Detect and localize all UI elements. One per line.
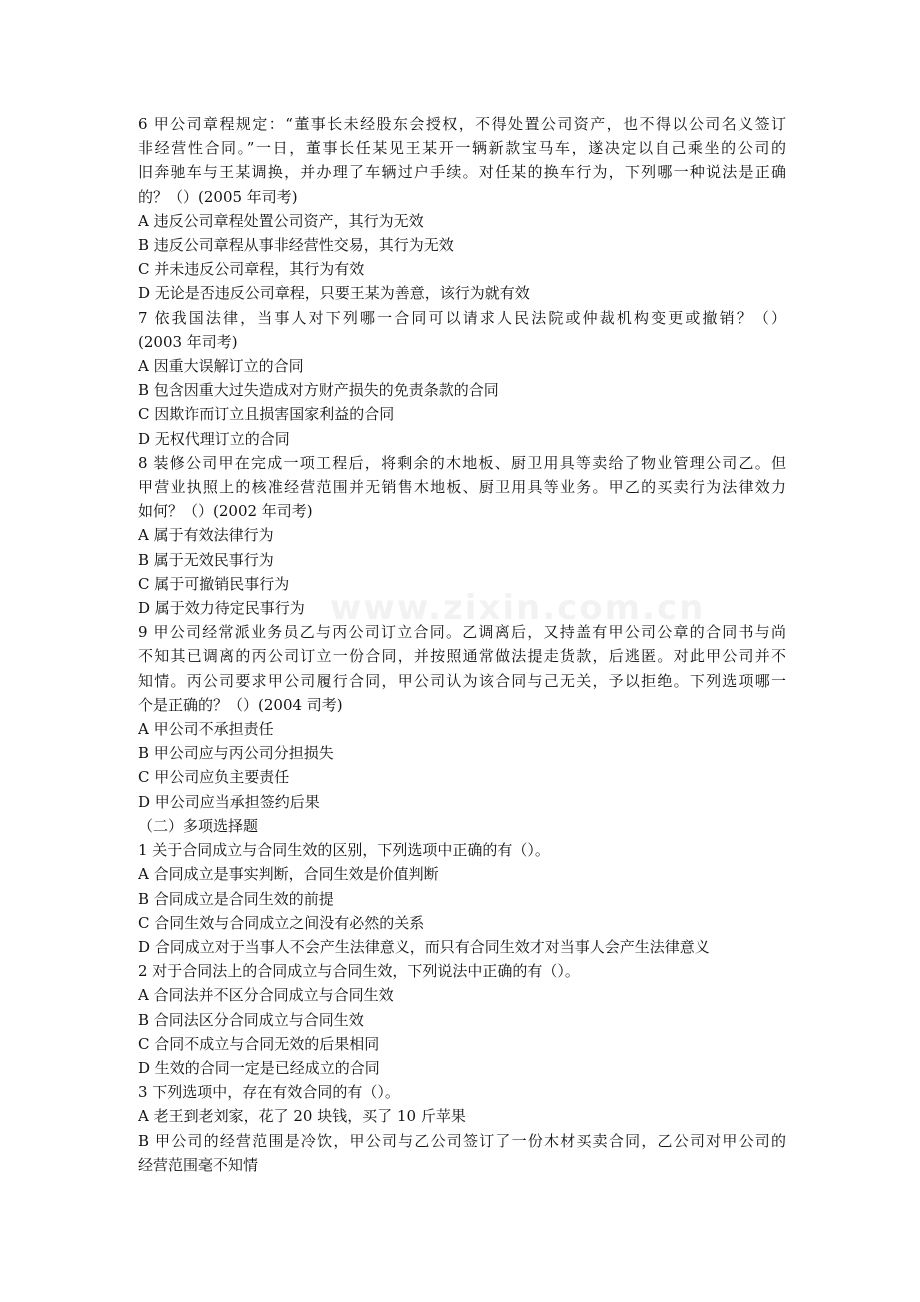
text-line: （二）多项选择题	[138, 816, 259, 835]
text-line: A 合同成立是事实判断，合同生效是价值判断	[138, 865, 439, 884]
text-line: D 合同成立对于当事人不会产生法律意义，而只有合同生效才对当事人会产生法律意义	[138, 937, 710, 956]
text-line: B 合同法区分合同成立与合同生效	[138, 1010, 364, 1029]
text-line: D 甲公司应当承担签约后果	[138, 792, 320, 811]
text-line: B 合同成立是合同生效的前提	[138, 889, 334, 908]
text-line: B 违反公司章程从事非经营性交易，其行为无效	[138, 236, 454, 255]
text-line: C 并未违反公司章程，其行为有效	[138, 260, 365, 279]
text-line: A 甲公司不承担责任	[138, 720, 274, 739]
text-line: 知情。丙公司要求甲公司履行合同，甲公司认为该合同与己无关，予以拒绝。下列选项哪一	[138, 671, 786, 690]
text-line: D 无权代理订立的合同	[138, 429, 290, 448]
text-line: B 甲公司的经营范围是冷饮，甲公司与乙公司签订了一份木材买卖合同，乙公司对甲公司的	[138, 1131, 786, 1150]
text-line: D 无论是否违反公司章程，只要王某为善意，该行为就有效	[138, 284, 530, 303]
text-line: A 因重大误解订立的合同	[138, 357, 304, 376]
text-line: 1 关于合同成立与合同生效的区别，下列选项中正确的有（）。	[138, 841, 550, 860]
document-page	[138, 112, 786, 1177]
text-line: C 甲公司应负主要责任	[138, 768, 290, 787]
text-line: B 属于无效民事行为	[138, 550, 274, 569]
text-line: 的？（）(2005 年司考)	[138, 187, 298, 206]
text-line: A 老王到老刘家，花了 20 块钱，买了 10 斤苹果	[138, 1107, 466, 1126]
text-line: A 属于有效法律行为	[138, 526, 274, 545]
text-line: 不知其已调离的丙公司订立一份合同，并按照通常做法提走货款，后逃匿。对此甲公司并不	[138, 647, 786, 666]
text-line: B 包含因重大过失造成对方财产损失的免责条款的合同	[138, 381, 499, 400]
text-line: D 生效的合同一定是已经成立的合同	[138, 1058, 380, 1077]
text-line: 非经营性合同。”一日，董事长任某见王某开一辆新款宝马车，遂决定以自己乘坐的公司的	[138, 139, 786, 158]
text-line: 旧奔驰车与王某调换，并办理了车辆过户手续。对任某的换车行为，下列哪一种说法是正确	[138, 163, 786, 182]
text-line: 经营范围毫不知情	[138, 1155, 259, 1174]
text-line: 甲营业执照上的核准经营范围并无销售木地板、厨卫用具等业务。甲乙的买卖行为法律效力	[138, 478, 786, 497]
watermark: www.zixin.com.cn	[330, 588, 706, 628]
text-line: C 属于可撤销民事行为	[138, 574, 290, 593]
text-line: B 甲公司应与丙公司分担损失	[138, 744, 334, 763]
text-line: D 属于效力待定民事行为	[138, 599, 305, 618]
text-line: 个是正确的？（）(2004 司考)	[138, 695, 343, 714]
text-line: 9 甲公司经常派业务员乙与丙公司订立合同。乙调离后，又持盖有甲公司公章的合同书与尚	[138, 623, 786, 642]
text-line: C 合同不成立与合同无效的后果相同	[138, 1034, 380, 1053]
text-line: (2003 年司考)	[138, 332, 238, 351]
text-line: 如何？（）(2002 年司考)	[138, 502, 313, 521]
text-line: 7 依我国法律，当事人对下列哪一合同可以请求人民法院或仲裁机构变更或撤销？（）	[138, 308, 786, 327]
text-line: C 合同生效与合同成立之间没有必然的关系	[138, 913, 425, 932]
text-line: C 因欺诈而订立且损害国家利益的合同	[138, 405, 395, 424]
text-line: 8 装修公司甲在完成一项工程后，将剩余的木地板、厨卫用具等卖给了物业管理公司乙。但	[138, 453, 786, 472]
text-line: A 违反公司章程处置公司资产，其行为无效	[138, 211, 424, 230]
text-line: 3 下列选项中，存在有效合同的有（）。	[138, 1083, 400, 1102]
text-line: 6 甲公司章程规定：“董事长未经股东会授权，不得处置公司资产，也不得以公司名义签订	[138, 115, 786, 133]
text-line: 2 对于合同法上的合同成立与合同生效，下列说法中正确的有（）。	[138, 962, 580, 981]
text-line: A 合同法并不区分合同成立与合同生效	[138, 986, 394, 1005]
